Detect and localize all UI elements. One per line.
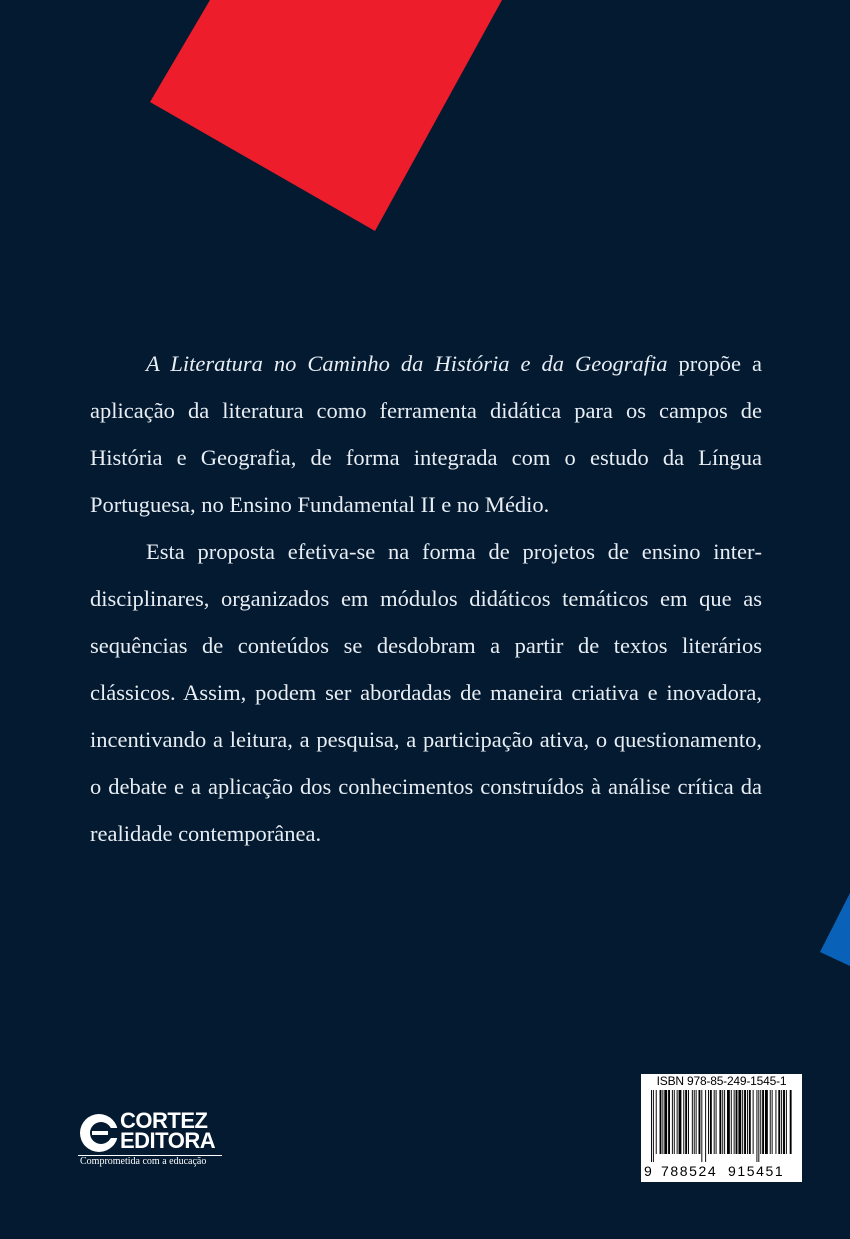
barcode-bar bbox=[679, 1090, 682, 1154]
ean-right-group: 915451 bbox=[728, 1163, 785, 1179]
barcode-bar bbox=[762, 1090, 764, 1154]
barcode-bar bbox=[758, 1090, 759, 1162]
blurb-paragraph-1-text: propõe a aplicação da literatura como ferramenta didática para os campos de História e Geografia, de forma integrada com o estudo da Língua Portuguesa, no Ensino Fundamental II e no Médio. bbox=[90, 351, 763, 517]
barcode-bar bbox=[781, 1090, 782, 1154]
barcode-bar bbox=[716, 1090, 717, 1154]
cortez-c-mark-icon bbox=[78, 1112, 122, 1154]
barcode-bar bbox=[688, 1090, 689, 1154]
isbn-label: ISBN 978-85-249-1545-1 bbox=[656, 1074, 787, 1088]
barcode-bar bbox=[683, 1090, 684, 1154]
barcode-bar bbox=[694, 1090, 695, 1154]
barcode-bar bbox=[664, 1090, 667, 1154]
barcode-bars bbox=[651, 1090, 792, 1162]
barcode-bar bbox=[722, 1090, 723, 1154]
barcode-bar bbox=[662, 1090, 663, 1154]
blurb-paragraph-1 bbox=[90, 340, 762, 528]
barcode-bar bbox=[653, 1090, 654, 1162]
blurb-paragraph-2: Esta proposta efetiva-se na forma de projetos de ensino interdisciplinares, organizados em módulos didáticos temáticos em que as sequências de conteúdos se desdobram a partir de textos literários clássicos. Assim, podem ser abordadas de maneira criativa e inovadora, incentivando a leitura, a pesquisa, a participação ativa, o questionamento, o debate e a aplicação dos conhecimentos construídos à análise crítica da realidade contemporânea. bbox=[90, 539, 762, 846]
logo-editora-text: EDITORA bbox=[120, 1128, 216, 1153]
barcode-bar bbox=[685, 1090, 687, 1154]
barcode-bar bbox=[724, 1090, 725, 1154]
barcode-bar bbox=[749, 1090, 751, 1154]
barcode-bar bbox=[710, 1090, 712, 1154]
barcode-bar bbox=[775, 1090, 776, 1154]
logo-tagline: Comprometida com a educação bbox=[80, 1156, 207, 1167]
barcode-bar bbox=[674, 1090, 675, 1154]
barcode-bar bbox=[756, 1090, 757, 1162]
blue-corner-shape bbox=[820, 893, 850, 966]
barcode-bar bbox=[692, 1090, 693, 1154]
barcode-bar bbox=[786, 1090, 787, 1154]
barcode-bar bbox=[790, 1090, 792, 1154]
barcode-bar bbox=[672, 1090, 673, 1154]
book-title: A Literatura no Caminho da História e da Geografia bbox=[146, 351, 668, 376]
barcode-bar bbox=[708, 1090, 709, 1154]
barcode-bar bbox=[668, 1090, 670, 1154]
red-square-shape bbox=[150, 0, 502, 231]
barcode-bar bbox=[719, 1090, 721, 1154]
barcode-bar bbox=[742, 1090, 743, 1154]
barcode-bar bbox=[734, 1090, 735, 1154]
barcode-bar bbox=[731, 1090, 732, 1154]
barcode-bar bbox=[744, 1090, 746, 1154]
barcode-bar bbox=[651, 1090, 652, 1162]
barcode-bar bbox=[696, 1090, 697, 1154]
back-cover-blurb bbox=[90, 340, 762, 857]
barcode-bar bbox=[765, 1090, 768, 1154]
barcode-bar bbox=[778, 1090, 780, 1154]
ean-first-digit: 9 bbox=[644, 1163, 652, 1179]
barcode-bar bbox=[677, 1090, 678, 1154]
barcode-bar bbox=[727, 1090, 730, 1154]
barcode-bar bbox=[747, 1090, 748, 1154]
barcode-bar bbox=[753, 1090, 754, 1154]
barcode-bar bbox=[738, 1090, 741, 1154]
barcode-bar bbox=[701, 1090, 702, 1162]
barcode-bar bbox=[783, 1090, 785, 1154]
barcode-bar bbox=[660, 1090, 662, 1154]
logo-cortez-text: CORTEZ bbox=[120, 1108, 208, 1133]
barcode-bar bbox=[705, 1090, 706, 1162]
barcode-bar bbox=[656, 1090, 657, 1154]
barcode-bar bbox=[714, 1090, 715, 1154]
barcode-bar bbox=[770, 1090, 771, 1154]
isbn-barcode bbox=[641, 1074, 802, 1182]
ean-left-group: 788524 bbox=[661, 1163, 718, 1179]
barcode-bar bbox=[760, 1090, 761, 1154]
barcode-bar bbox=[772, 1090, 773, 1154]
publisher-logo bbox=[78, 1110, 228, 1172]
ean-digits bbox=[641, 1162, 802, 1180]
barcode-bar bbox=[699, 1090, 701, 1154]
barcode-bar bbox=[736, 1090, 738, 1154]
